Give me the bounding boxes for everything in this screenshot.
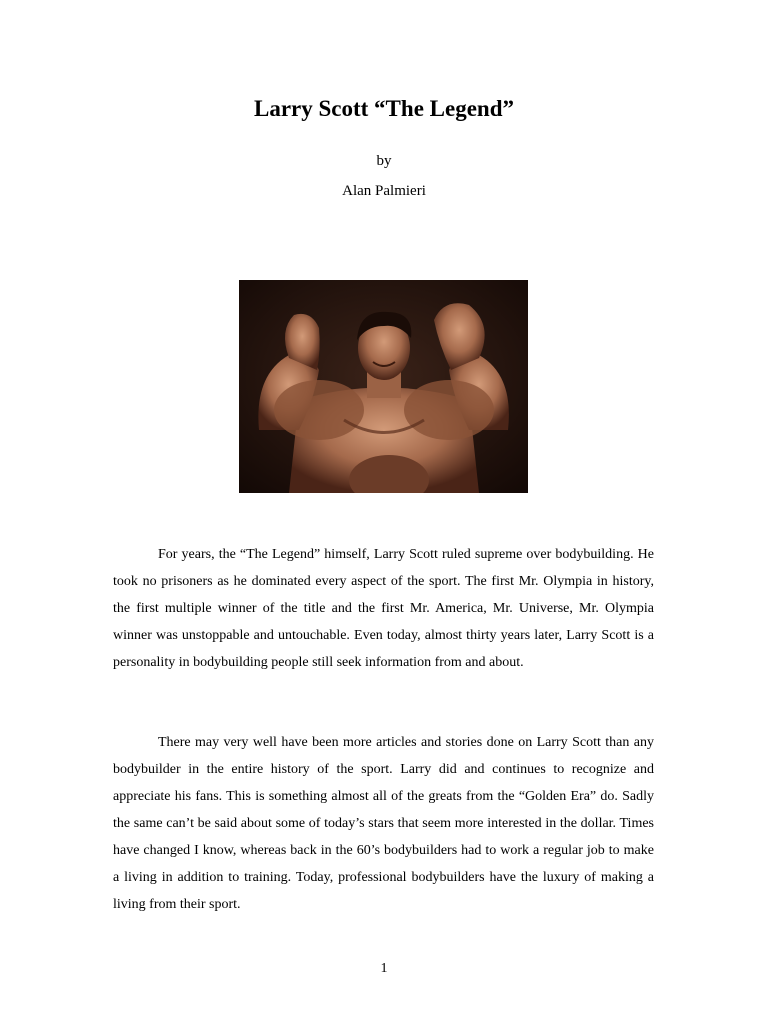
paragraph-1 — [113, 541, 654, 676]
paragraph-2-text: There may very well have been more articles and stories done on Larry Scott than any bodybuilder in the entire history of the sport. Larry did and continues to recognize and appreciate his fans. This is something almost all of the greats from the “Golden Era” do. Sadly the same can’t be said about some of today’s stars that seem more interested in the dollar. Times have changed I know, whereas back in the 60’s bodybuilders had to work a regular job to make a living in addition to training. Today, professional bodybuilders have the luxury of making a living from their sport. — [113, 735, 654, 912]
document-title: Larry Scott “The Legend” — [253, 96, 514, 121]
paragraph-2 — [113, 729, 654, 918]
byline: by — [376, 153, 392, 169]
bodybuilder-photo — [239, 280, 528, 493]
page-number: 1 — [380, 961, 388, 976]
paragraph-1-text: For years, the “The Legend” himself, Larry Scott ruled supreme over bodybuilding. He took no prisoners as he dominated every aspect of the sport. The first Mr. Olympia in history, the first multiple winner of the title and the first Mr. America, Mr. Universe, Mr. Olympia winner was unstoppable and untouchable. Even today, almost thirty years later, Larry Scott is a personality in bodybuilding people still seek information from and about. — [113, 547, 654, 670]
author-name: Alan Palmieri — [342, 183, 426, 199]
